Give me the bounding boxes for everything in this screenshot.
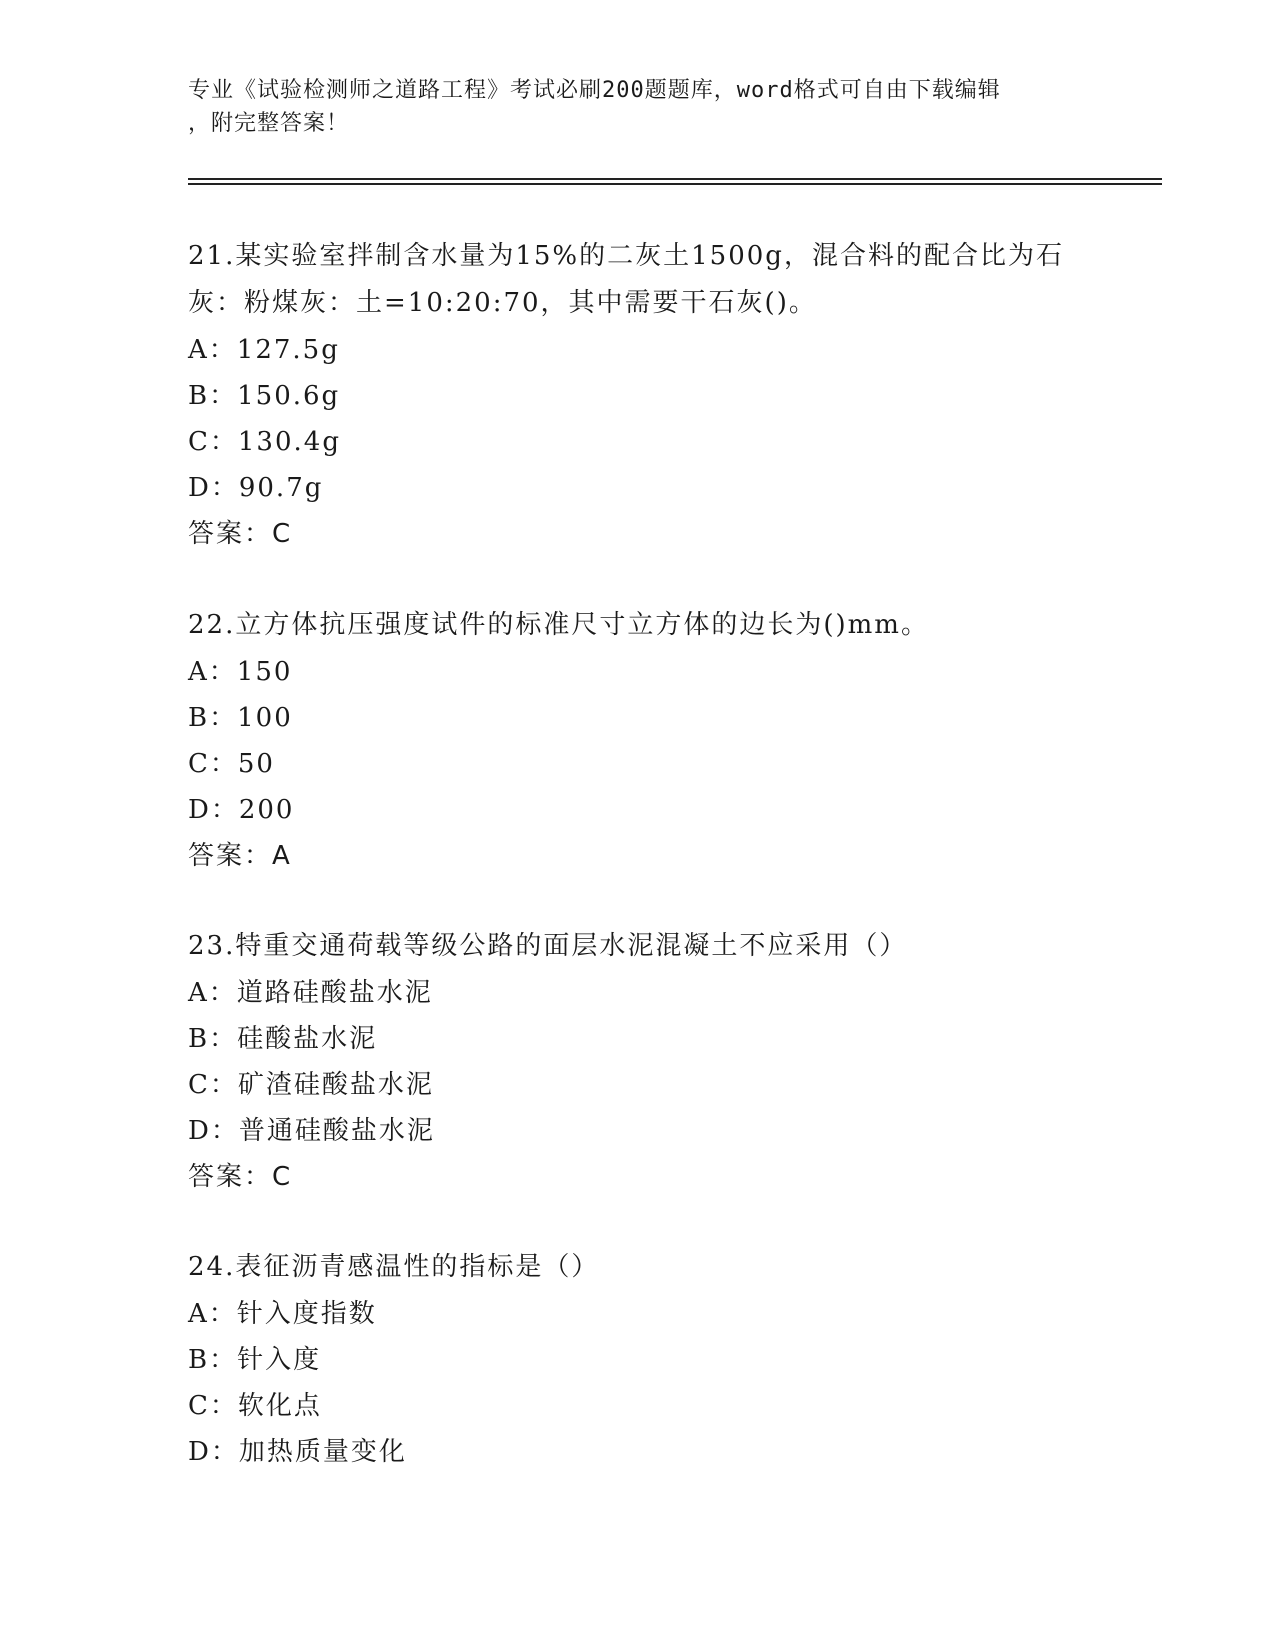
option-a: A：150: [188, 657, 293, 687]
option-d: D：90.7g: [188, 473, 324, 503]
option-a: A：道路硅酸盐水泥: [188, 978, 433, 1008]
header-line-1: 专业《试验检测师之道路工程》考试必刷200题题库，word格式可自由下载编辑: [188, 78, 1001, 103]
option-a: A：针入度指数: [188, 1299, 377, 1329]
answer: 答案：C: [188, 519, 293, 549]
option-c: C：50: [188, 749, 275, 779]
question-stem-line: 24.表征沥青感温性的指标是（）: [188, 1252, 600, 1282]
option-c: C：软化点: [188, 1391, 322, 1421]
option-d: D：200: [188, 795, 295, 825]
question-22: [188, 602, 1088, 879]
question-23: [188, 923, 1088, 1200]
document-header: [188, 74, 1088, 140]
question-stem-line: 灰：粉煤灰：土=10:20:70，其中需要干石灰()。: [188, 288, 817, 318]
question-24: [188, 1244, 1088, 1475]
question-21: [188, 233, 1088, 557]
option-b: B：硅酸盐水泥: [188, 1024, 378, 1054]
header-divider-bottom: [188, 183, 1162, 185]
question-stem: [188, 923, 1088, 970]
answer: 答案：C: [188, 1162, 293, 1192]
question-stem-line: 23.特重交通荷载等级公路的面层水泥混凝土不应采用（）: [188, 931, 908, 961]
header-divider-top: [188, 178, 1162, 180]
question-stem-line: 21.某实验室拌制含水量为15%的二灰土1500g，混合料的配合比为石: [188, 241, 1064, 271]
question-stem: [188, 1244, 1088, 1291]
option-b: B：100: [188, 703, 293, 733]
option-b: B：150.6g: [188, 381, 341, 411]
option-d: D：普通硅酸盐水泥: [188, 1116, 435, 1146]
question-stem: [188, 233, 1088, 327]
question-stem-line: 22.立方体抗压强度试件的标准尺寸立方体的边长为()mm。: [188, 610, 929, 640]
option-a: A：127.5g: [188, 335, 340, 365]
header-line-2: ，附完整答案！: [188, 111, 350, 136]
option-c: C：矿渣硅酸盐水泥: [188, 1070, 434, 1100]
answer: 答案：A: [188, 841, 292, 871]
option-c: C：130.4g: [188, 427, 341, 457]
option-d: D：加热质量变化: [188, 1437, 407, 1467]
question-stem: [188, 602, 1088, 649]
option-b: B：针入度: [188, 1345, 322, 1375]
